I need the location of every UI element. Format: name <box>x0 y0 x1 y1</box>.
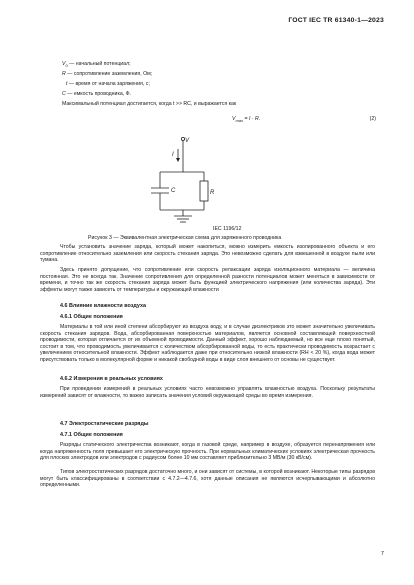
def-c: C — емкость проводника, Ф. <box>62 91 131 97</box>
figure-caption: Рисунок 3 — Эквивалентная электрическая схема для заряженного проводника <box>88 235 282 241</box>
paragraph-4-6-2: При проведении измерений в реальных условиях часто невозможно управлять влажностью воздуха. Поскольку результаты измерений зависят от влажности, то важно записать значения условий окружающей среды во время измерения. <box>40 386 375 399</box>
standard-header: ГОСТ IEC TR 61340-1—2023 <box>288 17 384 24</box>
def-t: t — время от начала заряжения, с; <box>66 81 150 87</box>
def-v0: $V_0$ — начальный потенциал; <box>62 61 131 69</box>
paragraph-resistance: Здесь принято допущение, что сопротивление или скорость релаксации заряда изоляционного материала — величина постоянная. Это не всегда так. Значение сопротивления для определенной разности потенциалов может меняться в зависимости от времени, и точно так же скорость стекания заряда может быть функцией электрического напряжения (или количества заряда). Эти эффекты могут также зависеть от температуры и окружающей влажности <box>40 267 375 293</box>
resistor-symbol <box>200 181 208 201</box>
paragraph-4-6-1: Материалы в той или иной степени абсорбируют из воздуха воду, и в случае диэлектриков это может значительно увеличивать скорость стекания зарядов. Вода, абсорбированная поверхностью материалов, является основной составляющей поверхностной проводимости, которая отличается от их объемной проводимости. Данный эффект, хорошо наблюдаемый, но все еще плохо понятый, состоит в том, что проводимость увеличивается с количеством абсорбированной воды, то есть практически проводимость возрастает с увеличением относительной влажности. Эффект наблюдается даже при относительно низкой влажности (RH < 20 %), когда вода может присутствовать только в молекулярной форме и никакой свободной воды в виде слоя внешнего от основы не существует. <box>40 324 375 363</box>
equation-number: (2) <box>369 116 376 122</box>
label-r: R <box>210 190 215 196</box>
figure-code: IEC 1196/12 <box>213 226 242 232</box>
page-number: 7 <box>380 551 384 557</box>
section-4-7-1-title: 4.7.1 Общие положения <box>60 432 123 438</box>
section-4-6-2-title: 4.6.2 Измерения в реальных условиях <box>60 376 163 382</box>
label-v: V <box>185 138 190 144</box>
section-4-6-1-title: 4.6.1 Общие положения <box>60 314 123 320</box>
max-potential-text: Максимальный потенциал достигается, когда t >> RC, и выражается как <box>62 101 237 107</box>
section-4-7-title: 4.7 Электростатические разряды <box>60 421 149 427</box>
equation: $V_{max} = I \cdot R$. <box>232 116 261 124</box>
equivalent-circuit-figure <box>140 134 270 230</box>
paragraph-charge: Чтобы установить значение заряда, который может накопиться, можно измерить емкость изолированного объекта и его сопротивление относительно заземления или скорость стекания заряда. Это невозможно сделать для взвешенной в воздухе пыли или тумана. <box>40 244 375 264</box>
section-4-6-title: 4.6 Влияние влажности воздуха <box>60 303 146 309</box>
label-i: I <box>172 152 174 158</box>
def-r: R — сопротивление заземления, Ом; <box>62 71 153 77</box>
label-c: C <box>171 188 176 194</box>
paragraph-4-7-1b: Типов электростатических разрядов достаточно много, и они зависят от системы, в которой возникают. Некоторые типы разрядов могут быть классифицированы в соответствии с 4.7.2—4.7.6, хотя данные описания не являются исчерпывающими и абсолютно определенными. <box>40 469 375 489</box>
paragraph-4-7-1a: Разряды статического электричества возникают, когда в газовой среде, например в воздухе, образуется перенапряжения или когда напряженность поля превышает его электрическую прочность. При нормальных климатических условиях электрическая прочность для плоских электродов или электродов с радиусом более 10 мм составляет приблизительно 3 МВ/м (30 кВ/см). <box>40 442 375 462</box>
